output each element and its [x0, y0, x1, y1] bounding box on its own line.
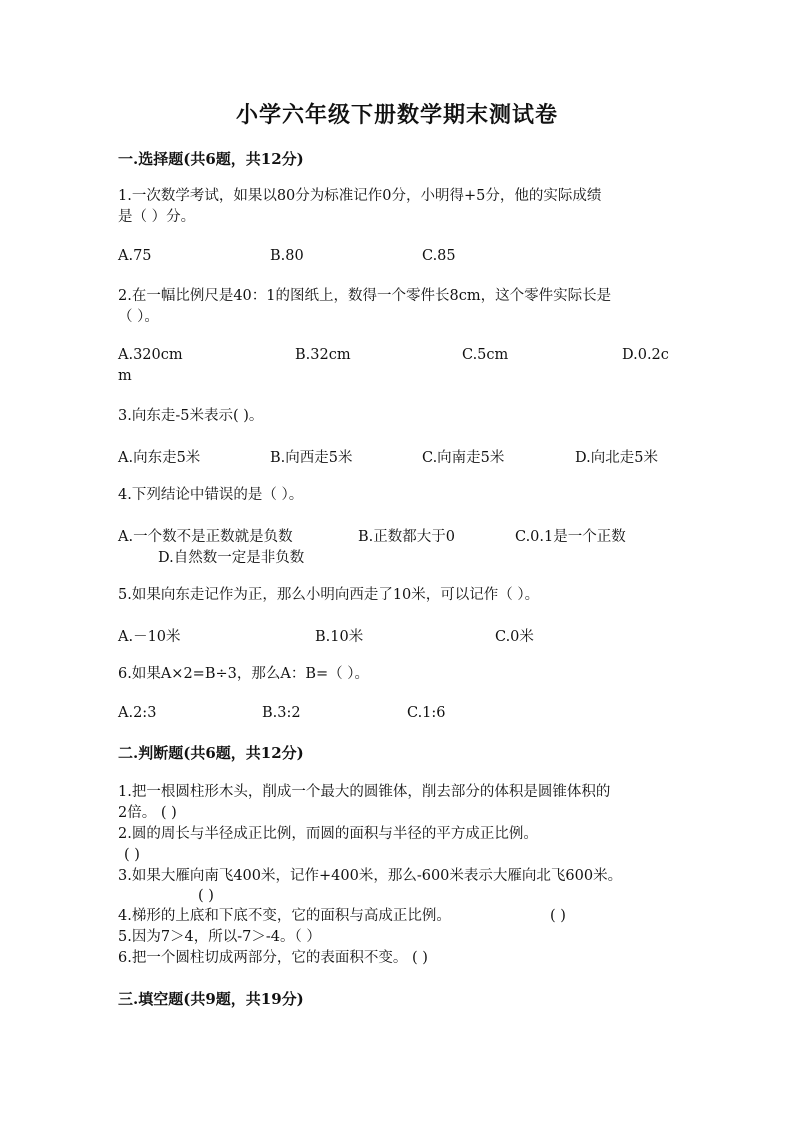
question-1-line2: 是（ ）分。	[118, 209, 196, 225]
question-1-option-c: C.85	[422, 248, 456, 264]
question-5-option-a: A.－10米	[118, 629, 181, 645]
question-4-option-c: C.0.1是一个正数	[515, 529, 626, 545]
question-4-line1: 4.下列结论中错误的是（ ）。	[118, 487, 304, 503]
question-2-option-c: C.5cm	[462, 347, 509, 363]
question-6-option-b: B.3:2	[262, 705, 301, 721]
section-heading-fill-in: 三.填空题(共9题，共19分)	[118, 990, 304, 1008]
question-3-line1: 3.向东走-5米表示( )。	[118, 408, 264, 424]
question-3-option-d: D.向北走5米	[575, 450, 658, 466]
judgement-6-line1: 6.把一个圆柱切成两部分，它的表面积不变。 ( )	[118, 950, 428, 966]
question-3-option-b: B.向西走5米	[270, 450, 353, 466]
judgement-5-line1: 5.因为7＞4，所以-7＞-4。（ ）	[118, 929, 321, 945]
judgement-3-answer-blank: ( )	[198, 888, 214, 904]
question-2-option-d-wrap: m	[118, 368, 132, 384]
question-6-option-c: C.1:6	[407, 705, 446, 721]
question-6-line1: 6.如果A×2=B÷3，那么A：B=（ ）。	[118, 666, 369, 682]
question-3-option-a: A.向东走5米	[118, 450, 201, 466]
judgement-1-line1: 1.把一根圆柱形木头，削成一个最大的圆锥体，削去部分的体积是圆锥体积的	[118, 784, 611, 800]
question-1-option-a: A.75	[118, 248, 152, 264]
section-heading-choice: 一.选择题(共6题，共12分)	[118, 150, 304, 168]
question-1-option-b: B.80	[270, 248, 304, 264]
question-4-option-b: B.正数都大于0	[358, 529, 455, 545]
judgement-2-answer-blank: ( )	[124, 847, 140, 863]
page-title: 小学六年级下册数学期末测试卷	[235, 102, 558, 128]
judgement-1-line2: 2倍。 ( )	[118, 805, 177, 821]
question-2-option-d: D.0.2c	[622, 347, 669, 363]
question-2-option-b: B.32cm	[295, 347, 351, 363]
question-4-option-d: D.自然数一定是非负数	[158, 550, 305, 566]
question-5-option-c: C.0米	[495, 629, 534, 645]
question-2-line2: （ ）。	[118, 309, 159, 325]
judgement-4-answer-blank: ( )	[550, 908, 566, 924]
question-3-option-c: C.向南走5米	[422, 450, 505, 466]
question-1-line1: 1.一次数学考试，如果以80分为标准记作0分，小明得+5分，他的实际成绩	[118, 188, 602, 204]
question-4-option-a: A.一个数不是正数就是负数	[118, 529, 293, 545]
judgement-4-line1: 4.梯形的上底和下底不变，它的面积与高成正比例。	[118, 908, 451, 924]
question-5-option-b: B.10米	[315, 629, 364, 645]
question-2-line1: 2.在一幅比例尺是40：1的图纸上，数得一个零件长8cm，这个零件实际长是	[118, 288, 612, 304]
question-6-option-a: A.2:3	[118, 705, 157, 721]
question-5-line1: 5.如果向东走记作为正，那么小明向西走了10米，可以记作（ ）。	[118, 587, 540, 603]
judgement-3-line1: 3.如果大雁向南飞400米，记作+400米，那么-600米表示大雁向北飞600米。	[118, 868, 623, 884]
judgement-2-line1: 2.圆的周长与半径成正比例，而圆的面积与半径的平方成正比例。	[118, 826, 538, 842]
question-2-option-a: A.320cm	[118, 347, 183, 363]
section-heading-judgement: 二.判断题(共6题，共12分)	[118, 744, 304, 762]
